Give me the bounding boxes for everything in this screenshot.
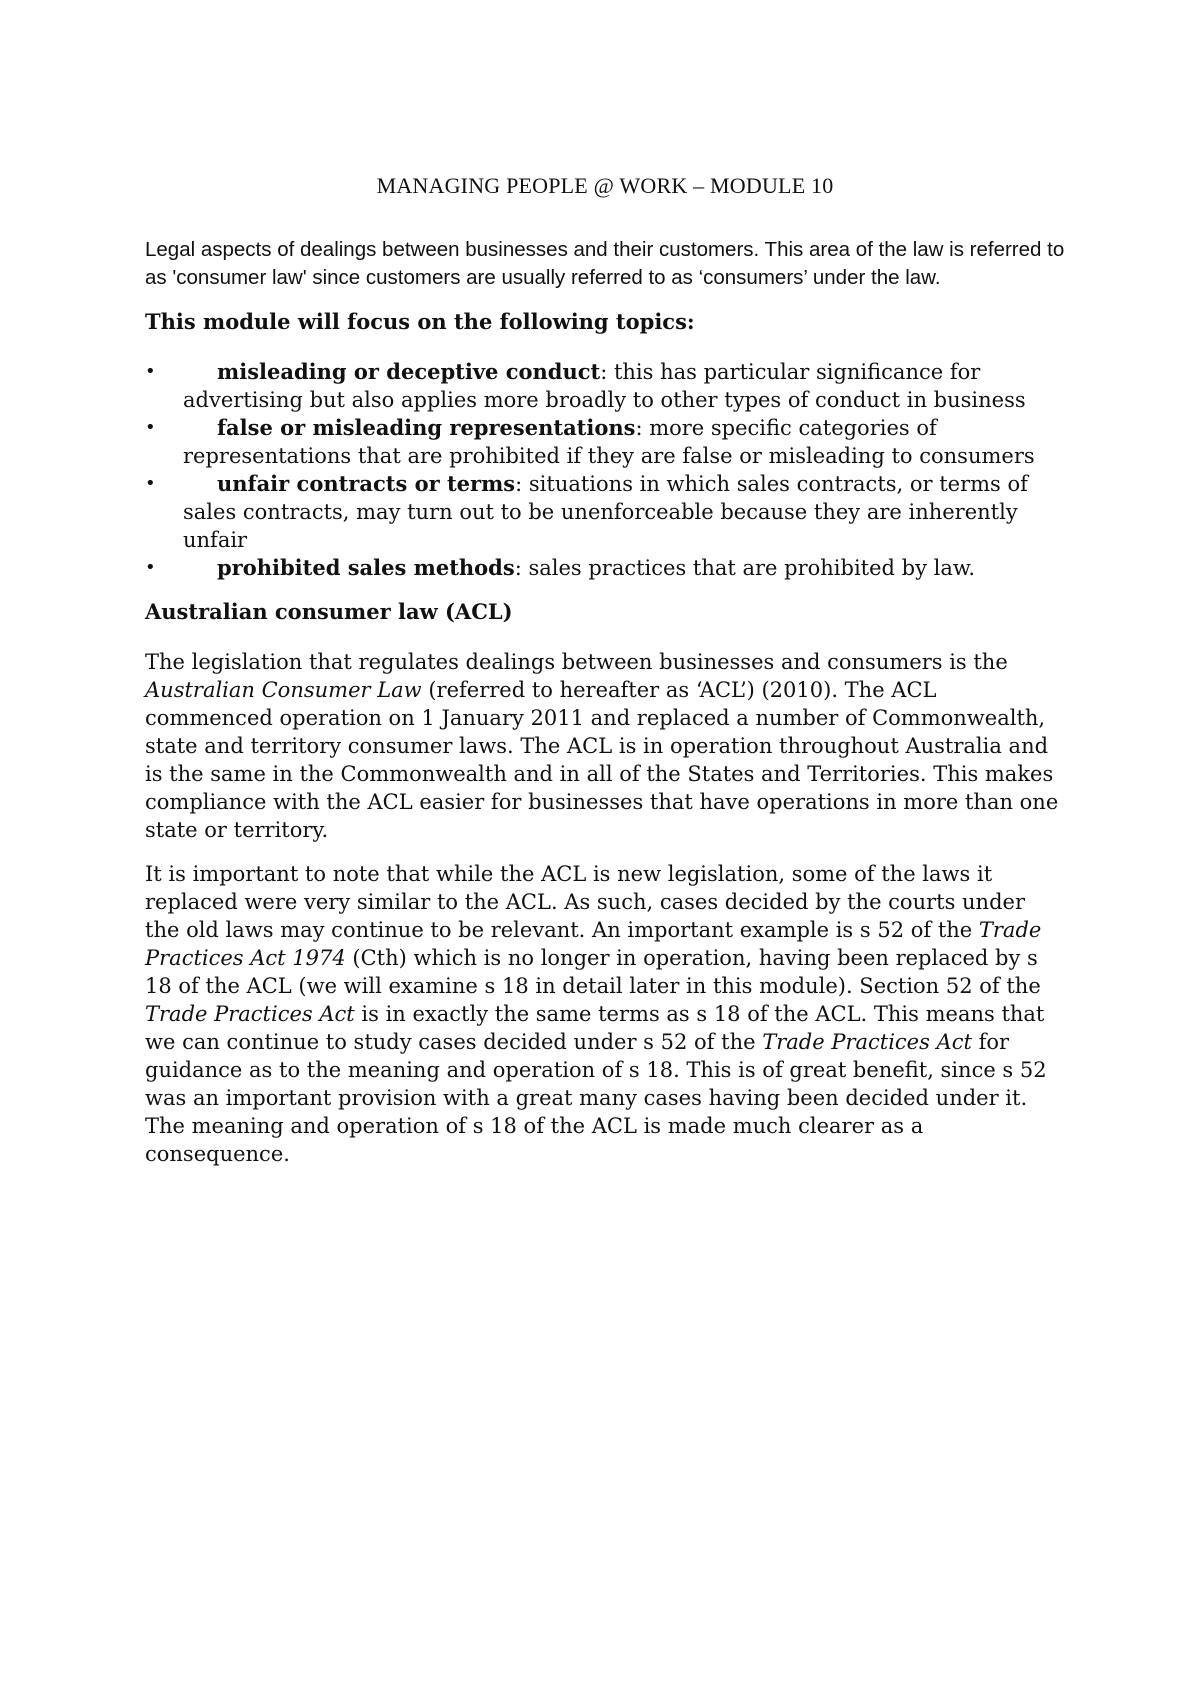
text-run: The legislation that regulates dealings between businesses and consumers is the bbox=[145, 650, 1008, 674]
topic-term: prohibited sales methods bbox=[217, 555, 515, 580]
act-title: Trade Practices Act bbox=[762, 1030, 972, 1054]
topic-term: unfair contracts or terms bbox=[217, 471, 516, 496]
topic-description: : more specific categories of representations that are prohibited if they are false or misleading to consumers bbox=[183, 416, 1035, 468]
document-title: MANAGING PEOPLE @ WORK – MODULE 10 bbox=[376, 173, 834, 198]
act-title: Australian Consumer Law bbox=[145, 678, 422, 702]
list-item bbox=[145, 554, 1065, 582]
intro-paragraph: Legal aspects of dealings between businesses and their customers. This area of the law is referred to as 'consumer law' since customers are usually referred to as ‘consumers’ under the law. bbox=[145, 238, 1065, 289]
text-run: It is important to note that while the ACL is new legislation, some of the laws it replaced were very similar to the ACL. As such, cases decided by the courts under the old laws may continue to be relevant. An important example is s 52 of the bbox=[145, 862, 1025, 942]
bullet-icon: • bbox=[145, 557, 156, 578]
bullet-icon: • bbox=[145, 473, 156, 494]
focus-heading: This module will focus on the following topics: bbox=[145, 309, 695, 334]
topic-term: misleading or deceptive conduct bbox=[217, 359, 601, 384]
act-title: Trade Practices Act bbox=[145, 1002, 355, 1026]
document-page bbox=[145, 172, 1065, 1184]
topic-description: : this has particular significance for advertising but also applies more broadly to other types of conduct in business bbox=[183, 360, 1026, 412]
text-run: for guidance as to the meaning and operation of s 18. This is of great benefit, since s 52 was an important provision with a great many cases having been decided under it. The meaning and operation of s 18 of the ACL is made much clearer as a consequence. bbox=[145, 1030, 1047, 1166]
topic-term: false or misleading representations bbox=[217, 415, 636, 440]
list-item bbox=[145, 358, 1065, 414]
acl-paragraph-2 bbox=[145, 860, 1065, 1168]
acl-heading: Australian consumer law (ACL) bbox=[145, 599, 513, 624]
list-item bbox=[145, 470, 1065, 554]
list-item bbox=[145, 414, 1065, 470]
topic-description: : situations in which sales contracts, or terms of sales contracts, may turn out to be unenforceable because they are inherently unfair bbox=[183, 472, 1028, 552]
text-run: (Cth) which is no longer in operation, having been replaced by s 18 of the ACL (we will examine s 18 in detail later in this module). Section 52 of the bbox=[145, 946, 1041, 998]
bullet-icon: • bbox=[145, 417, 156, 438]
act-title: Trade Practices Act 1974 bbox=[145, 918, 1042, 970]
topic-description: : sales practices that are prohibited by law. bbox=[514, 556, 976, 580]
topics-list bbox=[145, 358, 1065, 582]
text-run: (referred to hereafter as ‘ACL’) (2010). The ACL commenced operation on 1 January 2011 and replaced a number of Commonwealth, state and territory consumer laws. The ACL is in operation throughout Australia and is the same in the Commonwealth and in all of the States and Territories. This makes compliance with the ACL easier for businesses that have operations in more than one state or territory. bbox=[145, 678, 1059, 842]
text-run: is in exactly the same terms as s 18 of the ACL. This means that we can continue to study cases decided under s 52 of the bbox=[145, 1002, 1045, 1054]
bullet-icon: • bbox=[145, 361, 156, 382]
acl-paragraph-1 bbox=[145, 648, 1065, 844]
